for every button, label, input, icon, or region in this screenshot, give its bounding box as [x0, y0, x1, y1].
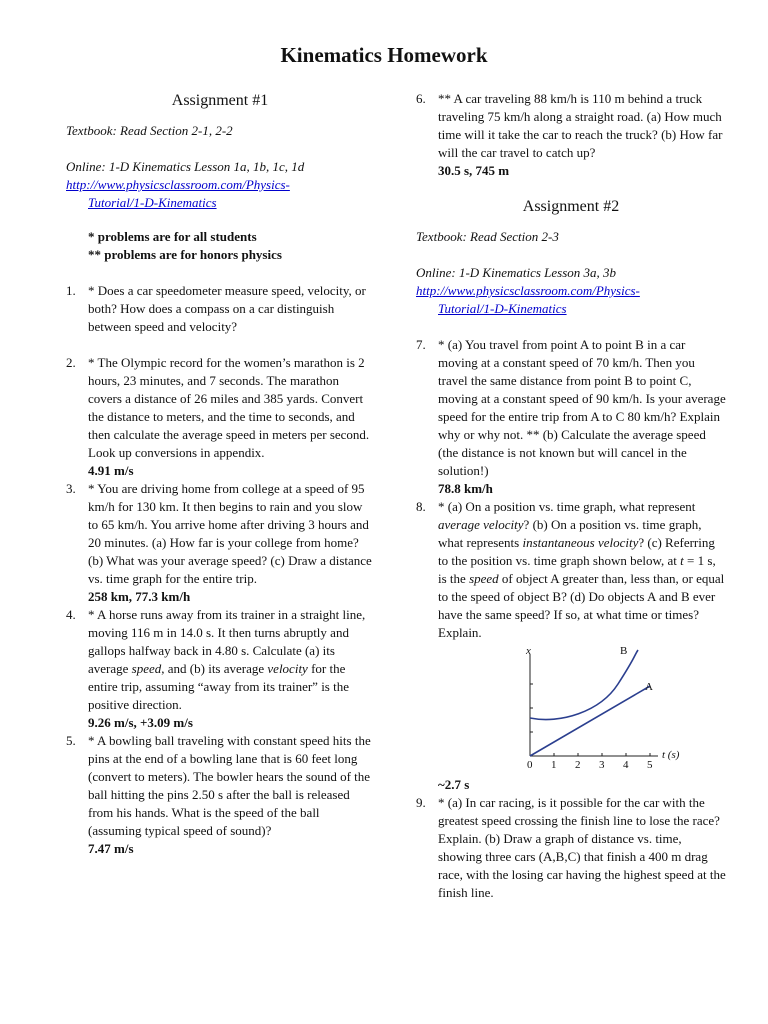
problem-8: 8. * (a) On a position vs. time graph, what represent average velocity? (b) On a position vs. time graph, what represents instantaneous velocity? (c) Referring to the position vs. time graph shown below, at t = 1 s, is the speed of object A greater than, less than, or equal to the speed of object B? (d) Do objects A and B ever have the same speed? If so, at what time or times? Explain. x t (s) 0 1 2 3 4 5 B A ~2.7 s [416, 499, 725, 792]
assignment-1-textbook: Textbook: Read Section 2-1, 2-2 [66, 123, 233, 138]
problem-answer: 4.91 m/s [88, 463, 134, 478]
problem-5: 5. * A bowling ball traveling with constant speed hits the pins at the end of a bowling lane that is 60 feet long (convert to meters). The bowler hears the sound of the ball hitting the pins 2.50 s after the ball is released from his hands. What is the speed of the ball (assuming typical speed of sound)? 7.47 m/s [66, 732, 374, 858]
problem-answer: 9.26 m/s, +3.09 m/s [88, 715, 193, 730]
problem-text: * (a) You travel from point A to point B in a car moving at a constant speed of 70 km/h. Then you travel the same distance from point B to point C, moving at a constant speed of 90 km/h. Is your average speed for the entire trip from A to C 80 km/h? Explain why or why not. ** (b) Calculate the average speed (the distance is not known but will cancel in the solution!) [438, 337, 726, 478]
problem-text: * Does a car speedometer measure speed, velocity, or both? How does a compass on a car distinguish between speed and velocity? [88, 283, 366, 334]
assignment-1-link[interactable]: http://www.physicsclassroom.com/Physics- Tutorial/1-D-Kinematics [66, 177, 290, 210]
problem-7: 7. * (a) You travel from point A to point B in a car moving at a constant speed of 70 km/h. Then you travel the same distance from point B to point C, moving at a constant speed of 90 km/h. Is your average speed for the entire trip from A to C 80 km/h? Explain why or why not. ** (b) Calculate the average speed (the distance is not known but will cancel in the solution!) 78.8 km/h [416, 337, 726, 496]
problem-answer: ~2.7 s [438, 777, 470, 792]
assignment-2-textbook: Textbook: Read Section 2-3 [416, 229, 559, 244]
problem-answer: 258 km, 77.3 km/h [88, 589, 191, 604]
page-title: Kinematics Homework [280, 43, 488, 67]
position-time-graph [500, 646, 700, 774]
graph-tick-label: 5 [647, 759, 653, 771]
problem-text: * The Olympic record for the women’s marathon is 2 hours, 23 minutes, and 7 seconds. The marathon covers a distance of 26 miles and 385 yards. Convert the distance to meters, and the time to seconds, and then calculate the average speed in meters per second. Look up conversions in appendix. [88, 355, 370, 460]
problem-answer: 7.47 m/s [88, 841, 134, 856]
graph-tick-label: 0 [527, 759, 533, 771]
problem-9: 9. * (a) In car racing, is it possible for the car with the greatest speed crossing the finish line to lose the race? Explain. (b) Draw a graph of distance vs. time, showing three cars (A,B,C) that finish a 400 m drag race, with the losing car having the highest speed at the finish line. [416, 795, 726, 900]
graph-tick-label: 1 [551, 759, 557, 771]
problem-answer: 30.5 s, 745 m [438, 163, 510, 178]
graph-tick-label: 2 [575, 759, 581, 771]
graph-y-label: x [526, 645, 531, 657]
problem-6: 6. ** A car traveling 88 km/h is 110 m behind a truck traveling 75 km/h along a straight road. (a) How much time will it take the car to reach the truck? (b) How far will the car travel to catch up? 30.5 s, 745 m [416, 90, 726, 180]
assignment-2-online: Online: 1-D Kinematics Lesson 3a, 3b [416, 265, 617, 280]
problem-text: * A bowling ball traveling with constant speed hits the pins at the end of a bowling lane that is 60 feet long (convert to meters). The bowler hears the sound of the ball hitting the pins 2.50 s after the ball is released from his hands. What is the speed of the ball (assuming typical speed of sound)? [88, 733, 371, 838]
curve-b [530, 650, 638, 720]
assignment-1-heading: Assignment #1 [171, 92, 269, 109]
note-all-students: * problems are for all students [88, 229, 257, 244]
assignment-2-heading: Assignment #2 [522, 198, 620, 215]
right-column [416, 90, 726, 902]
line-a [530, 686, 650, 756]
graph-tick-label: 3 [599, 759, 605, 771]
graph-x-label: t (s) [662, 749, 680, 761]
left-column [66, 90, 374, 858]
problem-3: 3. * You are driving home from college at a speed of 95 km/h for 130 km. It then begins to rain and you slow to 65 km/h. You arrive home after driving 3 hours and 20 minutes. (a) How far is your college from home? (b) What was your average speed? (c) Draw a distance vs. time graph for the entire trip. 258 km, 77.3 km/h [66, 480, 374, 606]
problem-4: 4. * A horse runs away from its trainer in a straight line, moving 116 m in 14.0 s. It then turns abruptly and gallops halfway back in 4.80 s. Calculate (a) its average speed, and (b) its average velocity for the entire trip, assuming “away from its trainer” is the positive direction. 9.26 m/s, +3.09 m/s [66, 606, 374, 732]
assignment-1-online: Online: 1-D Kinematics Lesson 1a, 1b, 1c, 1d [66, 159, 305, 174]
graph-tick-label: 4 [623, 759, 629, 771]
problem-text: ** A car traveling 88 km/h is 110 m behind a truck traveling 75 km/h along a straight road. (a) How much time will it take the car to reach the truck? (b) How far will the car travel to catch up? [438, 91, 723, 160]
problem-1: 1. * Does a car speedometer measure speed, velocity, or both? How does a compass on a car distinguish between speed and velocity? [66, 283, 366, 334]
line-a-label: A [645, 681, 653, 693]
problem-text: * You are driving home from college at a speed of 95 km/h for 130 km. It then begins to rain and you slow to 65 km/h. You arrive home after driving 3 hours and 20 minutes. (a) How far is your college from home? (b) What was your average speed? (c) Draw a distance vs. time graph for the entire trip. [88, 481, 372, 586]
assignment-2-link[interactable]: http://www.physicsclassroom.com/Physics- Tutorial/1-D-Kinematics [416, 283, 640, 316]
problem-text: * (a) In car racing, is it possible for the car with the greatest speed crossing the finish line to lose the race? Explain. (b) Draw a graph of distance vs. time, showing three cars (A,B,C) that finish a 400 m drag race, with the losing car having the highest speed at the finish line. [438, 795, 726, 900]
curve-b-label: B [620, 645, 628, 657]
note-honors: ** problems are for honors physics [88, 247, 282, 262]
problem-answer: 78.8 km/h [438, 481, 493, 496]
problem-2: 2. * The Olympic record for the women’s marathon is 2 hours, 23 minutes, and 7 seconds. The marathon covers a distance of 26 miles and 385 yards. Convert the distance to meters, and the time to seconds, and then calculate the average speed in meters per second. Look up conversions in appendix. 4.91 m/s [66, 354, 374, 480]
